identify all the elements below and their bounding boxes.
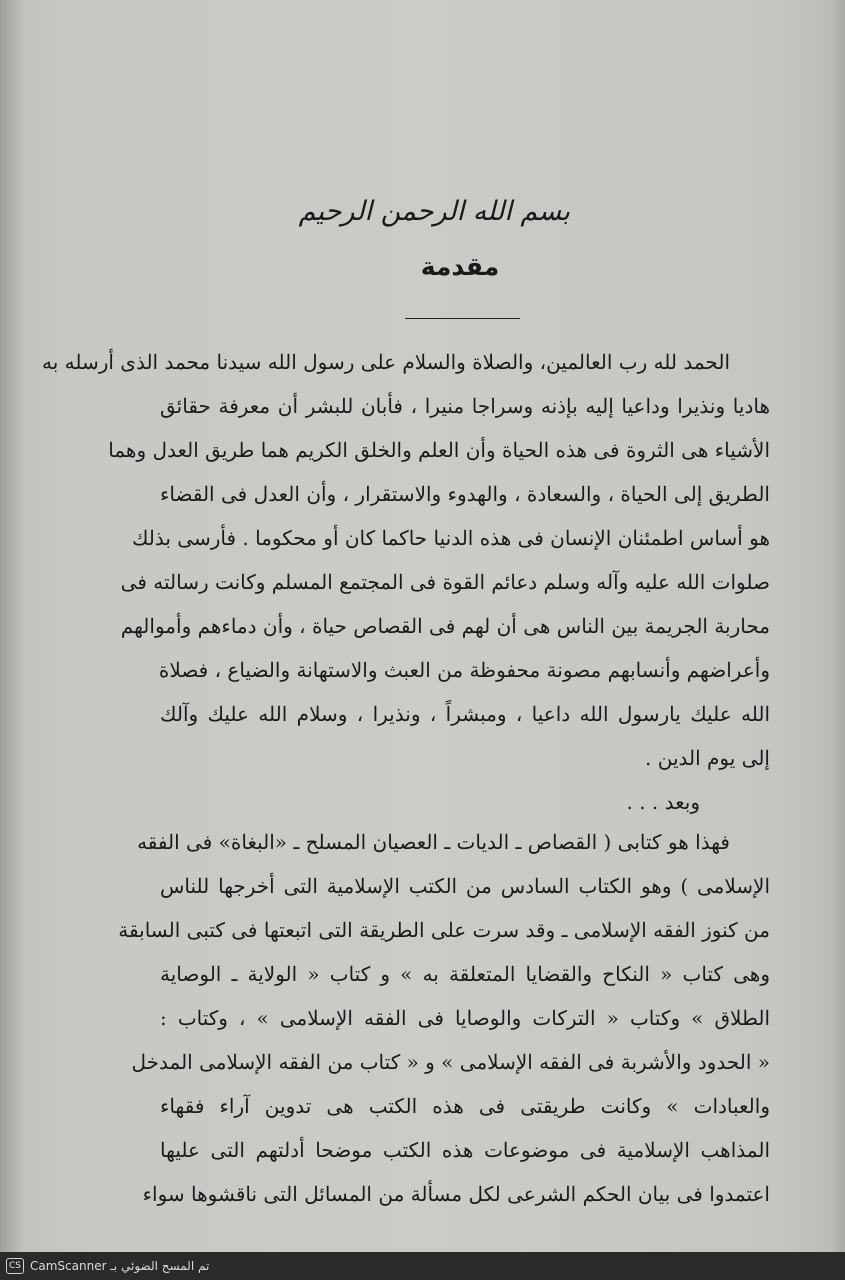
scanner-footer [0, 1252, 845, 1280]
camscanner-icon: CS [6, 1258, 24, 1274]
text-line: وأعراضهم وأنسابهم مصونة محفوظة من العبث والاستهانة والضياع ، فصلاة [158, 658, 770, 682]
text-line: الطريق إلى الحياة ، والسعادة ، والهدوء والاستقرار ، وأن العدل فى القضاء [160, 482, 770, 506]
text-line: صلوات الله عليه وآله وسلم دعائم القوة فى المجتمع المسلم وكانت رسالته فى [120, 570, 770, 594]
text-line: والعبادات » وكانت طريقتى فى هذه الكتب هى تدوين آراء فقهاء [160, 1094, 770, 1118]
text-line: الطلاق » وكتاب « التركات والوصايا فى الفقه الإسلامى » ، وكتاب : [160, 1006, 770, 1030]
text-line: الإسلامى ) وهو الكتاب السادس من الكتب الإسلامية التى أخرجها للناس [160, 874, 770, 898]
text-line: إلى يوم الدين . [645, 746, 770, 770]
page-title: مقدمة [420, 252, 500, 281]
text-line: « الحدود والأشربة فى الفقه الإسلامى » و « كتاب من الفقه الإسلامى المدخل [131, 1050, 770, 1074]
text-line: الله عليك يارسول الله داعيا ، ومبشراً ، ونذيرا ، وسلام الله عليك وآلك [160, 702, 770, 726]
text-line: الأشياء هى الثروة فى هذه الحياة وأن العلم والخلق الكريم هما طريق العدل وهما [108, 438, 770, 462]
text-line: فهذا هو كتابى ( القصاص ـ الديات ـ العصيان المسلح ـ «البغاة» فى الفقه [137, 830, 730, 854]
text-line: وهى كتاب « النكاح والقضايا المتعلقة به » و كتاب « الولاية ـ الوصاية [160, 962, 770, 986]
text-line: محاربة الجريمة بين الناس هى أن لهم فى القصاص حياة ، وأن دماءهم وأموالهم [120, 614, 770, 638]
page-binding-shadow [0, 0, 22, 1252]
body-text [41, 340, 770, 1216]
text-line: هو أساس اطمئنان الإنسان فى هذه الدنيا حاكما كان أو محكوما . فأرسى بذلك [131, 526, 770, 550]
text-line: هاديا ونذيرا وداعيا إليه بإذنه وسراجا منيرا ، فأبان للبشر أن معرفة حقائق [160, 394, 770, 418]
title-divider [405, 318, 520, 319]
text-line: الحمد لله رب العالمين، والصلاة والسلام على رسول الله سيدنا محمد الذى أرسله به [41, 350, 730, 374]
basmala-heading: بسم الله الرحمن الرحيم [298, 196, 570, 227]
text-line: المذاهب الإسلامية فى موضوعات هذه الكتب موضحا أدلتهم التى عليها [160, 1138, 770, 1162]
text-line: اعتمدوا فى بيان الحكم الشرعى لكل مسألة من المسائل التى ناقشوها سواء [142, 1182, 770, 1206]
text-line-wabad: وبعد . . . [626, 790, 700, 814]
text-line: من كنوز الفقه الإسلامى ـ وقد سرت على الطريقة التى اتبعتها فى كتبى السابقة [118, 918, 770, 942]
scanner-credit [6, 1257, 209, 1275]
page-edge-shadow [831, 0, 845, 1252]
scanner-credit-text: تم المسح الضوئي بـ CamScanner [30, 1259, 210, 1273]
